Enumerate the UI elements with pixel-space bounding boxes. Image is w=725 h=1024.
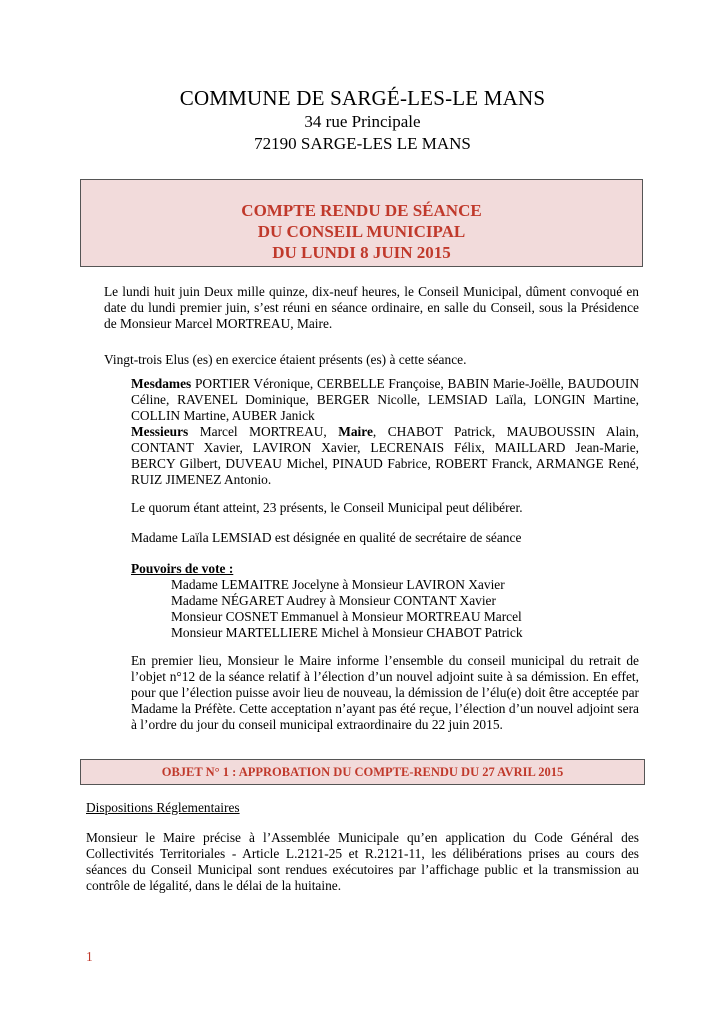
objet-1-title: OBJET N° 1 : APPROBATION DU COMPTE-RENDU DU 27 AVRIL 2015 <box>80 759 645 785</box>
proxy-item: Monsieur COSNET Emmanuel à Monsieur MORTREAU Marcel <box>171 609 522 624</box>
page-number: 1 <box>86 949 93 964</box>
session-title-line2: DU CONSEIL MUNICIPAL <box>257 222 466 241</box>
mesdames-names: PORTIER Véronique, CERBELLE Françoise, BABIN Marie-Joëlle, BAUDOUIN Céline, RAVENEL Dominique, BERGER Nicolle, LEMSIAD Laïla, LONGIN Martine, COLLIN Martine, AUBER Janick <box>131 376 639 423</box>
proxy-item: Madame NÉGARET Audrey à Monsieur CONTANT Xavier <box>171 593 496 608</box>
proxy-item: Madame LEMAITRE Jocelyne à Monsieur LAVIRON Xavier <box>171 577 505 592</box>
messieurs-line <box>131 424 639 488</box>
session-title-line3: DU LUNDI 8 JUIN 2015 <box>272 243 451 262</box>
maire-label: Maire <box>338 424 373 439</box>
mesdames-label: Mesdames <box>131 376 192 391</box>
secretary-statement: Madame Laïla LEMSIAD est désignée en qualité de secrétaire de séance <box>131 530 522 545</box>
mesdames-line <box>131 376 639 424</box>
commune-city: 72190 SARGE-LES LE MANS <box>254 134 471 153</box>
elus-count: Vingt-trois Elus (es) en exercice étaient présents (es) à cette séance. <box>104 352 467 367</box>
proxy-votes-label: Pouvoirs de vote : <box>131 561 234 576</box>
retrait-paragraph: En premier lieu, Monsieur le Maire informe l’ensemble du conseil municipal du retrait de l’objet n°12 de la séance relatif à l’élection d’un nouvel adjoint suite à sa démission. En effet, pour que l’élection puisse avoir lieu de nouveau, la démission de l’élu(e) doit être acceptée par Madame la Préfète. Cette acceptation n’ayant pas été reçue, l’élection d’un nouvel adjoint sera à l’ordre du jour du conseil municipal extraordinaire du 22 juin 2015. <box>131 653 639 732</box>
proxy-item: Monsieur MARTELLIERE Michel à Monsieur CHABOT Patrick <box>171 625 523 640</box>
objet-1-text: Monsieur le Maire précise à l’Assemblée Municipale qu’en application du Code Général des Collectivités Territoriales - Article L.2121-25 et R.2121-11, les délibérations prises au cours des séances du Conseil Municipal sont rendues exécutoires par l’affichage public et la transmission au contrôle de légalité, dans le délai de la huitaine. <box>86 830 639 893</box>
messieurs-names: , CHABOT Patrick, MAUBOUSSIN Alain, CONTANT Xavier, LAVIRON Xavier, LECRENAIS Félix, MAILLARD Jean-Marie, BERCY Gilbert, DUVEAU Michel, PINAUD Fabrice, ROBERT Franck, ARMANGE René, RUIZ JIMENEZ Antonio. <box>131 424 639 487</box>
proxy-votes <box>131 561 639 641</box>
quorum-statement: Le quorum étant atteint, 23 présents, le Conseil Municipal peut délibérer. <box>131 500 523 515</box>
dispositions-heading: Dispositions Réglementaires <box>86 800 240 815</box>
messieurs-label: Messieurs <box>131 424 189 439</box>
letterhead <box>80 86 645 155</box>
attendees-list <box>131 376 639 488</box>
session-title-box <box>80 179 643 267</box>
session-title-line1: COMPTE RENDU DE SÉANCE <box>241 201 482 220</box>
messieurs-pre: Marcel MORTREAU, <box>188 424 339 439</box>
commune-name: COMMUNE DE SARGÉ-LES-LE MANS <box>179 86 546 110</box>
intro-paragraph: Le lundi huit juin Deux mille quinze, dix-neuf heures, le Conseil Municipal, dûment convoqué en date du lundi premier juin, s’est réuni en séance ordinaire, en salle du Conseil, sous la Présidence de Monsieur Marcel MORTREAU, Maire. <box>104 284 639 331</box>
commune-address: 34 rue Principale <box>304 112 421 131</box>
